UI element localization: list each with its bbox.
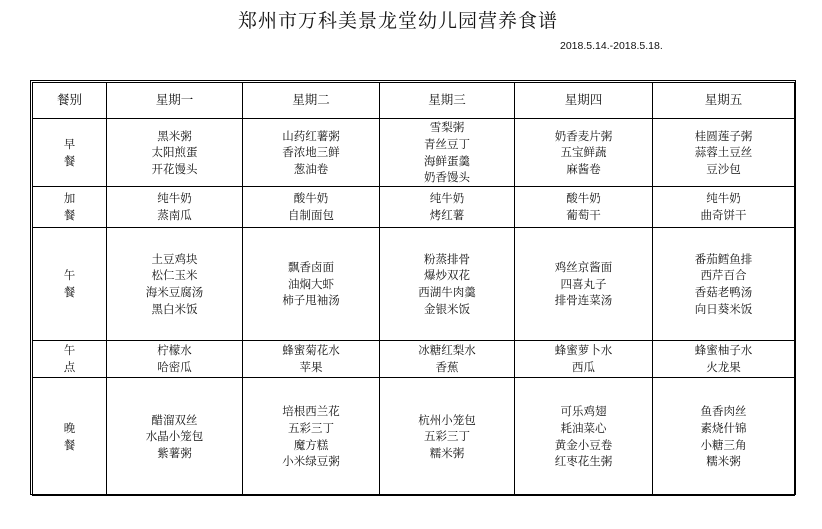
menu-cell: [380, 228, 515, 341]
dish-item: 番茄鳕鱼排: [694, 251, 753, 266]
menu-table: [32, 82, 795, 496]
dish-item: 蜂蜜柚子水: [694, 343, 753, 358]
menu-cell: [243, 378, 380, 496]
menu-cell: [515, 228, 653, 341]
header-row: [33, 83, 795, 119]
dish-item: 西瓜: [572, 360, 595, 374]
meal-row-snack: [33, 187, 795, 228]
dish-item: 五彩三丁: [424, 429, 470, 444]
menu-cell: [243, 341, 380, 378]
menu-cell: [380, 341, 515, 378]
dish-item: 黑米粥: [157, 128, 192, 143]
dish-item: 土豆鸡块: [151, 251, 198, 266]
dish-item: 葡萄干: [566, 208, 601, 222]
menu-cell: [653, 119, 795, 187]
dish-item: 蜂蜜菊花水: [282, 343, 340, 358]
menu-cell: [653, 341, 795, 378]
dish-item: 香蕉: [435, 360, 459, 374]
dish-item: 油焖大虾: [288, 276, 334, 291]
meal-label: 加餐: [63, 191, 76, 222]
menu-cell: [243, 228, 380, 341]
dish-item: 黑白米饭: [151, 301, 198, 316]
meal-row-afternoon-snack: [33, 341, 795, 378]
dish-item: 鸡丝京酱面: [554, 260, 613, 275]
dish-item: 黄金小豆卷: [554, 437, 613, 452]
menu-cell: [107, 341, 243, 378]
menu-cell: [515, 341, 653, 378]
dish-item: 蒸南瓜: [157, 208, 192, 222]
meal-label: 午餐: [63, 268, 76, 299]
menu-cell: [653, 228, 795, 341]
date-range: 2018.5.14.-2018.5.18.: [560, 40, 663, 52]
dish-item: 糯米粥: [706, 454, 741, 469]
menu-table-frame: [30, 80, 796, 495]
menu-cell: [515, 119, 653, 187]
dish-item: 爆炒双花: [424, 268, 470, 283]
dish-item: 四喜丸子: [560, 276, 607, 291]
menu-body: [33, 119, 795, 496]
dish-item: 纯牛奶: [157, 191, 192, 206]
dish-item: 粉蒸排骨: [424, 251, 470, 266]
dish-item: 酸牛奶: [293, 191, 329, 206]
dish-item: 西芹百合: [700, 268, 747, 283]
dish-item: 素烧什锦: [700, 420, 747, 435]
dish-item: 糯米粥: [429, 445, 465, 460]
dish-item: 西湖牛肉羹: [418, 285, 476, 299]
menu-cell: [515, 378, 653, 496]
meal-label: 午点: [63, 343, 76, 374]
dish-item: 自制面包: [288, 208, 334, 222]
dish-item: 海鲜蛋羹: [424, 153, 470, 168]
meal-row-lunch: [33, 228, 795, 341]
dish-item: 曲奇饼干: [700, 208, 747, 222]
menu-cell: [243, 187, 380, 228]
dish-item: 排骨连菜汤: [554, 293, 613, 308]
menu-cell: [380, 378, 515, 496]
dish-item: 五宝鲜蔬: [560, 145, 607, 160]
dish-item: 火龙果: [706, 360, 741, 374]
dish-item: 松仁玉米: [151, 268, 198, 283]
page-title: 郑州市万科美景龙堂幼儿园营养食谱: [237, 10, 558, 32]
dish-item: 小米绿豆粥: [282, 454, 340, 469]
menu-cell: [653, 187, 795, 228]
dish-item: 麻酱卷: [566, 161, 601, 176]
day-header-monday: 星期一: [107, 83, 243, 119]
dish-item: 飘香卤面: [288, 260, 334, 275]
meal-row-breakfast: [33, 119, 795, 187]
dish-item: 桂圆莲子粥: [694, 128, 753, 143]
dish-item: 豆沙包: [706, 161, 741, 176]
dish-item: 柠檬水: [157, 343, 192, 358]
dish-item: 小糖三角: [700, 437, 747, 452]
dish-item: 海米豆腐汤: [145, 285, 204, 299]
dish-item: 蜂蜜萝卜水: [554, 343, 613, 358]
dish-item: 纯牛奶: [706, 191, 741, 206]
menu-cell: [107, 119, 243, 187]
dish-item: 紫薯粥: [157, 445, 192, 460]
dish-item: 魔方糕: [293, 437, 329, 452]
dish-item: 葱油卷: [293, 161, 329, 176]
dish-item: 纯牛奶: [429, 191, 465, 206]
dish-item: 水晶小笼包: [145, 429, 204, 444]
dish-item: 可乐鸡翅: [560, 404, 607, 419]
menu-cell: [107, 228, 243, 341]
corner-header: 餐别: [33, 83, 107, 119]
day-header-thursday: 星期四: [515, 83, 653, 119]
dish-item: 奶香馒头: [424, 170, 470, 185]
day-header-wednesday: 星期三: [380, 83, 515, 119]
menu-cell: [380, 119, 515, 187]
menu-cell: [107, 187, 243, 228]
meal-label: 早餐: [63, 136, 76, 168]
dish-item: 山药红薯粥: [282, 128, 340, 143]
meal-label-cell: [33, 119, 107, 187]
dish-item: 哈密瓜: [157, 360, 192, 374]
dish-item: 金银米饭: [424, 301, 470, 316]
menu-cell: [380, 187, 515, 228]
dish-item: 青丝豆丁: [424, 136, 470, 151]
meal-label-cell: [33, 341, 107, 378]
dish-item: 香浓地三鲜: [282, 145, 340, 160]
meal-row-dinner: [33, 378, 795, 496]
dish-item: 香菇老鸭汤: [694, 285, 753, 299]
menu-cell: [653, 378, 795, 496]
dish-item: 酸牛奶: [566, 191, 601, 206]
dish-item: 冰糖红梨水: [418, 343, 476, 358]
dish-item: 烤红薯: [429, 208, 465, 222]
meal-label: 晚餐: [63, 420, 76, 452]
meal-label-cell: [33, 187, 107, 228]
dish-item: 苹果: [299, 360, 323, 374]
menu-cell: [515, 187, 653, 228]
dish-item: 柿子甩袖汤: [282, 293, 340, 308]
dish-item: 培根西兰花: [282, 404, 340, 419]
dish-item: 奶香麦片粥: [554, 128, 613, 143]
dish-item: 雪梨粥: [429, 120, 465, 135]
menu-cell: [243, 119, 380, 187]
dish-item: 开花馒头: [151, 161, 198, 176]
meal-label-cell: [33, 378, 107, 496]
menu-cell: [107, 378, 243, 496]
dish-item: 醋溜双丝: [151, 412, 198, 427]
dish-item: 耗油菜心: [560, 420, 607, 435]
dish-item: 向日葵米饭: [694, 301, 753, 316]
dish-item: 蒜蓉土豆丝: [694, 145, 753, 160]
meal-label-cell: [33, 228, 107, 341]
day-header-friday: 星期五: [653, 83, 795, 119]
dish-item: 太阳煎蛋: [151, 145, 198, 160]
day-header-tuesday: 星期二: [243, 83, 380, 119]
dish-item: 鱼香肉丝: [700, 404, 747, 419]
dish-item: 杭州小笼包: [418, 412, 476, 427]
dish-item: 五彩三丁: [288, 420, 334, 435]
dish-item: 红枣花生粥: [554, 454, 613, 469]
